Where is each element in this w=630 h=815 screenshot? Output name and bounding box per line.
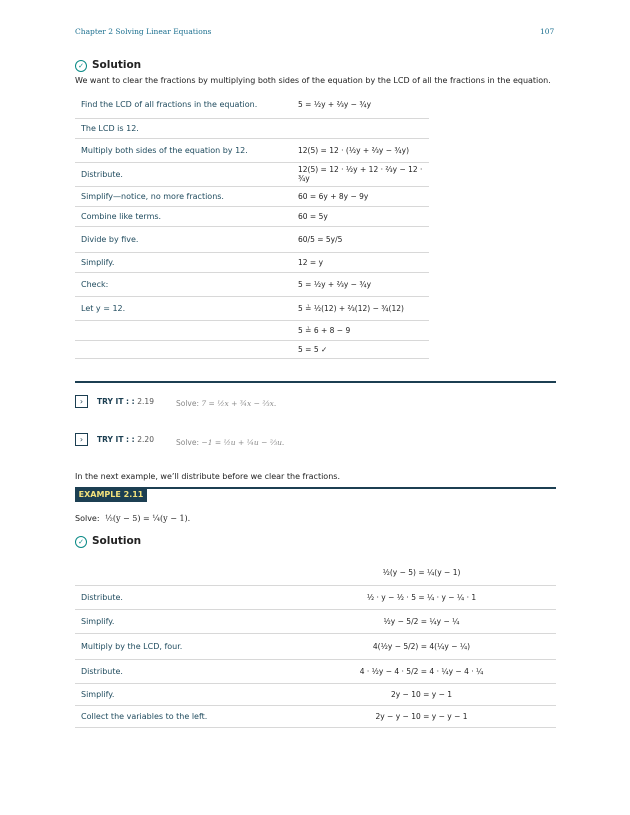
table-row [75,683,556,705]
table-row [75,705,556,727]
try-it-label [97,397,154,406]
table-row [75,118,429,138]
table-row [75,138,429,162]
table-row [75,206,429,226]
step-math: 60 = 6y + 8y − 9y [292,186,429,206]
table-row [75,659,556,683]
try-it-label [97,435,154,444]
table-row [75,226,429,252]
try-it-equation: −1 = ½u + ¼u − ⅔u. [201,438,285,447]
step-label: Let y = 12. [75,296,292,320]
step-label: Multiply by the LCD, four. [75,633,287,659]
example-equation: ½(y − 5) = ¼(y − 1). [105,514,191,523]
step-label: Simplify—notice, no more fractions. [75,186,292,206]
example-banner: EXAMPLE 2.11 [75,487,147,502]
solution-table-2 [75,561,556,728]
table-row [75,320,429,340]
step-label: Distribute. [75,585,287,609]
step-math: 5 ≟ ½(12) + ⅔(12) − ¾(12) [292,296,429,320]
step-label: Find the LCD of all fractions in the equation. [75,92,292,118]
try-it-text: TRY IT : : [97,435,135,444]
step-label: Simplify. [75,252,292,272]
section-divider [75,381,556,383]
step-label: Simplify. [75,609,287,633]
solution-heading: Solution [92,59,142,71]
example-prompt [75,514,190,523]
step-math: 5 = ½y + ⅔y − ¾y [292,272,429,296]
step-math: 60 = 5y [292,206,429,226]
step-label: Combine like terms. [75,206,292,226]
step-math: ½ · y − ½ · 5 = ¼ · y − ¼ · 1 [287,585,556,609]
solution-table-1 [75,92,429,359]
chapter-header: Chapter 2 Solving Linear Equations [75,27,212,36]
step-label: Simplify. [75,683,287,705]
table-row [75,186,429,206]
solution-heading: Solution [92,535,142,547]
try-it-number: 2.20 [137,435,154,444]
step-label: Distribute. [75,659,287,683]
step-math: ½(y − 5) = ¼(y − 1) [287,561,556,585]
step-math: 5 = 5 ✓ [292,340,429,358]
try-it-text: TRY IT : : [97,397,135,406]
table-row [75,252,429,272]
step-math: ½y − 5/2 = ¼y − ¼ [287,609,556,633]
table-row [75,633,556,659]
step-math: 5 ≟ 6 + 8 − 9 [292,320,429,340]
table-row [75,272,429,296]
check-circle-icon: ✓ [75,60,87,72]
solve-label: Solve: [75,514,100,523]
try-it-prompt [176,399,276,408]
step-math: 2y − y − 10 = y − y − 1 [287,705,556,727]
check-circle-icon: ✓ [75,536,87,548]
step-label [75,561,287,585]
step-label: The LCD is 12. [75,118,292,138]
page-number: 107 [540,27,555,36]
example-rule [75,487,556,489]
step-math: 4(½y − 5/2) = 4(¼y − ¼) [287,633,556,659]
step-math: 5 = ½y + ⅔y − ¾y [292,92,429,118]
table-row [75,561,556,585]
table-row [75,92,429,118]
step-math [292,118,429,138]
try-it-prompt [176,438,284,447]
step-label [75,340,292,358]
chevron-right-icon[interactable]: › [75,395,88,408]
step-math: 60/5 = 5y/5 [292,226,429,252]
step-math: 2y − 10 = y − 1 [287,683,556,705]
step-label: Distribute. [75,162,292,186]
step-label: Multiply both sides of the equation by 12. [75,138,292,162]
step-math: 12(5) = 12 · ½y + 12 · ⅔y − 12 · ¾y [292,162,429,186]
table-row [75,162,429,186]
table-row [75,296,429,320]
step-label: Check: [75,272,292,296]
solution-intro: We want to clear the fractions by multiplying both sides of the equation by the LCD of all the fractions in the equation. [75,76,551,85]
try-it-number: 2.19 [137,397,154,406]
transition-text: In the next example, we’ll distribute before we clear the fractions. [75,472,340,481]
step-label: Divide by five. [75,226,292,252]
step-math: 12 = y [292,252,429,272]
step-label: Collect the variables to the left. [75,705,287,727]
step-math: 4 · ½y − 4 · 5/2 = 4 · ¼y − 4 · ¼ [287,659,556,683]
solve-label: Solve: [176,438,200,447]
table-row [75,340,429,358]
try-it-equation: 7 = ½x + ¾x − ⅔x. [201,399,277,408]
table-row [75,609,556,633]
step-math: 12(5) = 12 · (½y + ⅔y − ¾y) [292,138,429,162]
chevron-right-icon[interactable]: › [75,433,88,446]
step-label [75,320,292,340]
solve-label: Solve: [176,399,200,408]
table-row [75,585,556,609]
